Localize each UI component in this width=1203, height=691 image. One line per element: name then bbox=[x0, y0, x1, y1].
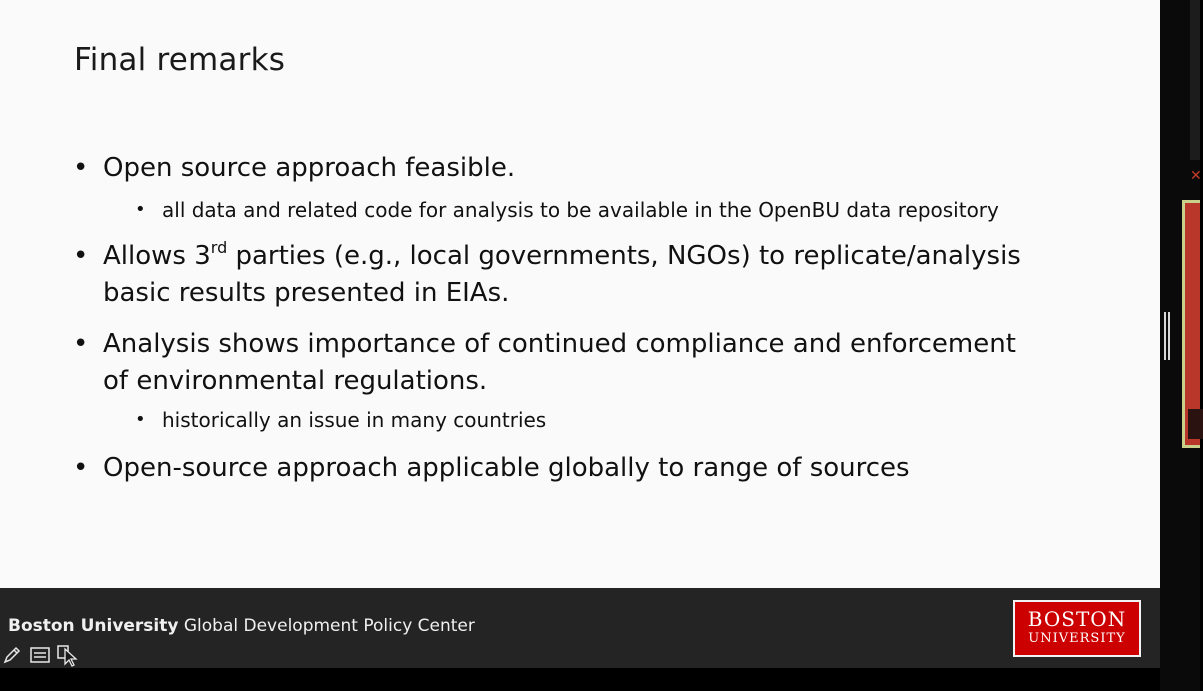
handle-bar bbox=[1168, 312, 1170, 360]
bullet-item bbox=[73, 326, 1016, 400]
bullet-item bbox=[73, 150, 516, 187]
bullet-dot: • bbox=[73, 153, 89, 183]
bullet-item bbox=[73, 238, 1021, 312]
bullet-dot: • bbox=[73, 329, 89, 359]
bullet-item bbox=[73, 450, 910, 487]
bullet-text-continued: basic results presented in EIAs. bbox=[103, 278, 510, 308]
notes-icon[interactable] bbox=[28, 643, 52, 667]
bullet-text-continued: of environmental regulations. bbox=[103, 366, 488, 396]
sub-bullet-text: all data and related code for analysis to be available in the OpenBU data repository bbox=[162, 198, 999, 222]
sub-bullet-text: historically an issue in many countries bbox=[162, 408, 547, 432]
footer-center-name: Global Development Policy Center bbox=[178, 616, 475, 636]
footer-university-name: Boston University bbox=[8, 616, 179, 636]
bullet-dot: • bbox=[73, 241, 89, 271]
presenter-toolbar bbox=[0, 641, 80, 669]
sub-bullet-item bbox=[135, 196, 999, 224]
boston-university-logo bbox=[1013, 600, 1141, 657]
close-icon[interactable]: ✕ bbox=[1190, 168, 1202, 184]
bullet-text: Open-source approach applicable globally to range of sources bbox=[103, 453, 910, 483]
bullet-dot: • bbox=[73, 453, 89, 483]
ordinal-superscript: rd bbox=[210, 238, 228, 257]
logo-line-2: UNIVERSITY bbox=[1028, 631, 1126, 646]
bullet-text-part: Allows 3 bbox=[103, 241, 211, 271]
sub-bullet-item bbox=[135, 406, 547, 434]
slide-title: Final remarks bbox=[74, 42, 286, 78]
bullet-dot: • bbox=[135, 199, 146, 220]
bullet-dot: • bbox=[135, 409, 146, 430]
pen-icon[interactable] bbox=[0, 643, 24, 667]
slide-footer bbox=[0, 588, 1160, 668]
bottom-bar bbox=[0, 668, 1200, 691]
handle-bar bbox=[1164, 312, 1166, 360]
panel-video-top bbox=[1190, 0, 1200, 160]
resize-handle[interactable] bbox=[1164, 312, 1172, 360]
footer-organization bbox=[8, 616, 475, 636]
bullet-text-part: parties (e.g., local governments, NGOs) to replicate/analysis bbox=[227, 241, 1021, 271]
pointer-icon[interactable] bbox=[56, 643, 80, 667]
video-tile-overlay bbox=[1188, 409, 1203, 439]
bullet-text: Analysis shows importance of continued compliance and enforcement bbox=[103, 329, 1016, 359]
bullet-text: Open source approach feasible. bbox=[103, 153, 516, 183]
logo-line-1: BOSTON bbox=[1027, 607, 1127, 631]
active-video-tile[interactable] bbox=[1182, 200, 1200, 448]
